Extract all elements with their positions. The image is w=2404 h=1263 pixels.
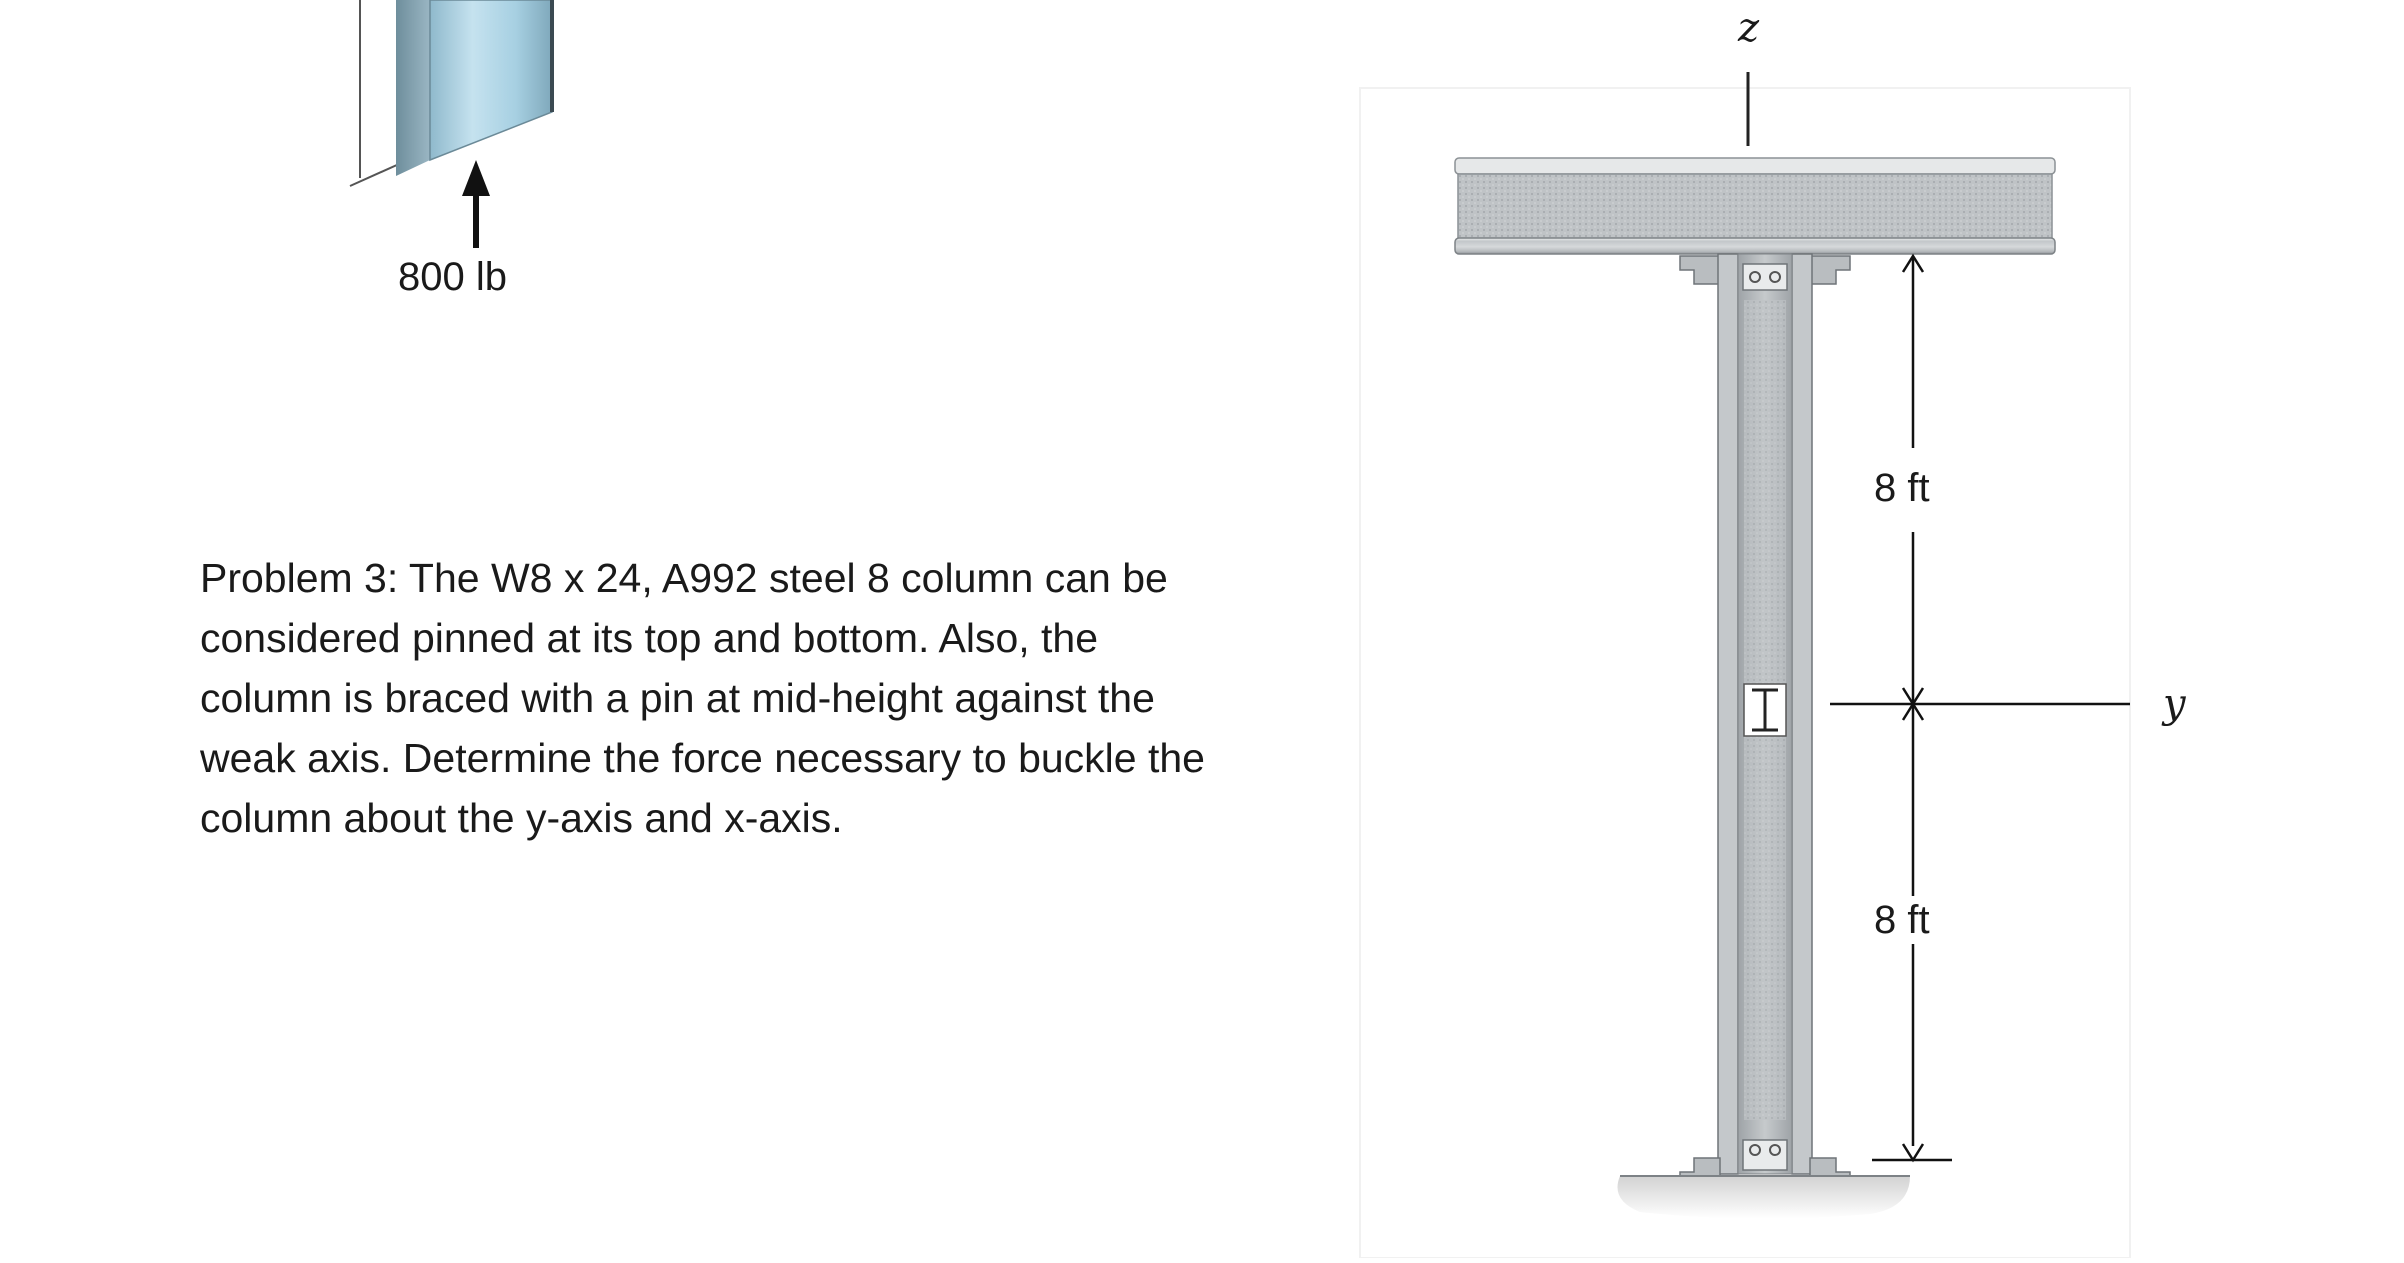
y-axis-label: y: [2163, 681, 2186, 727]
left-column-figure: [0, 0, 700, 340]
column-side-face: [396, 0, 430, 176]
column-right-flange: [1792, 254, 1812, 1174]
z-axis-label: z: [1738, 5, 1760, 51]
column-elevation-drawing: [1350, 0, 2270, 1258]
column-front-face: [430, 0, 552, 160]
bottom-bolt-plate: [1743, 1140, 1787, 1170]
force-label: 800 lb: [398, 255, 507, 299]
ground-support: [1618, 1176, 1911, 1219]
problem-line: weak axis. Determine the force necessary to buckle the: [200, 735, 1205, 781]
i-section-icon: [1744, 684, 1786, 736]
problem-statement: [200, 548, 1360, 848]
right-column-figure: [1350, 0, 2270, 1258]
problem-line: column is braced with a pin at mid-height against the: [200, 675, 1155, 721]
problem-line: column about the y-axis and x-axis.: [200, 795, 843, 841]
column-panel-drawing: [0, 0, 700, 340]
beam-top-flange: [1455, 158, 2055, 174]
problem-line: considered pinned at its top and bottom. Also, the: [200, 615, 1099, 661]
dimension-label-lower: 8 ft: [1874, 898, 1930, 942]
beam-bottom-flange: [1455, 238, 2055, 254]
beam-web: [1458, 174, 2052, 248]
problem-line: Problem 3: The W8 x 24, A992 steel 8 column can be: [200, 555, 1168, 601]
dimension-label-upper: 8 ft: [1874, 466, 1930, 510]
force-arrow-head: [462, 160, 490, 196]
column-left-flange: [1718, 254, 1738, 1174]
